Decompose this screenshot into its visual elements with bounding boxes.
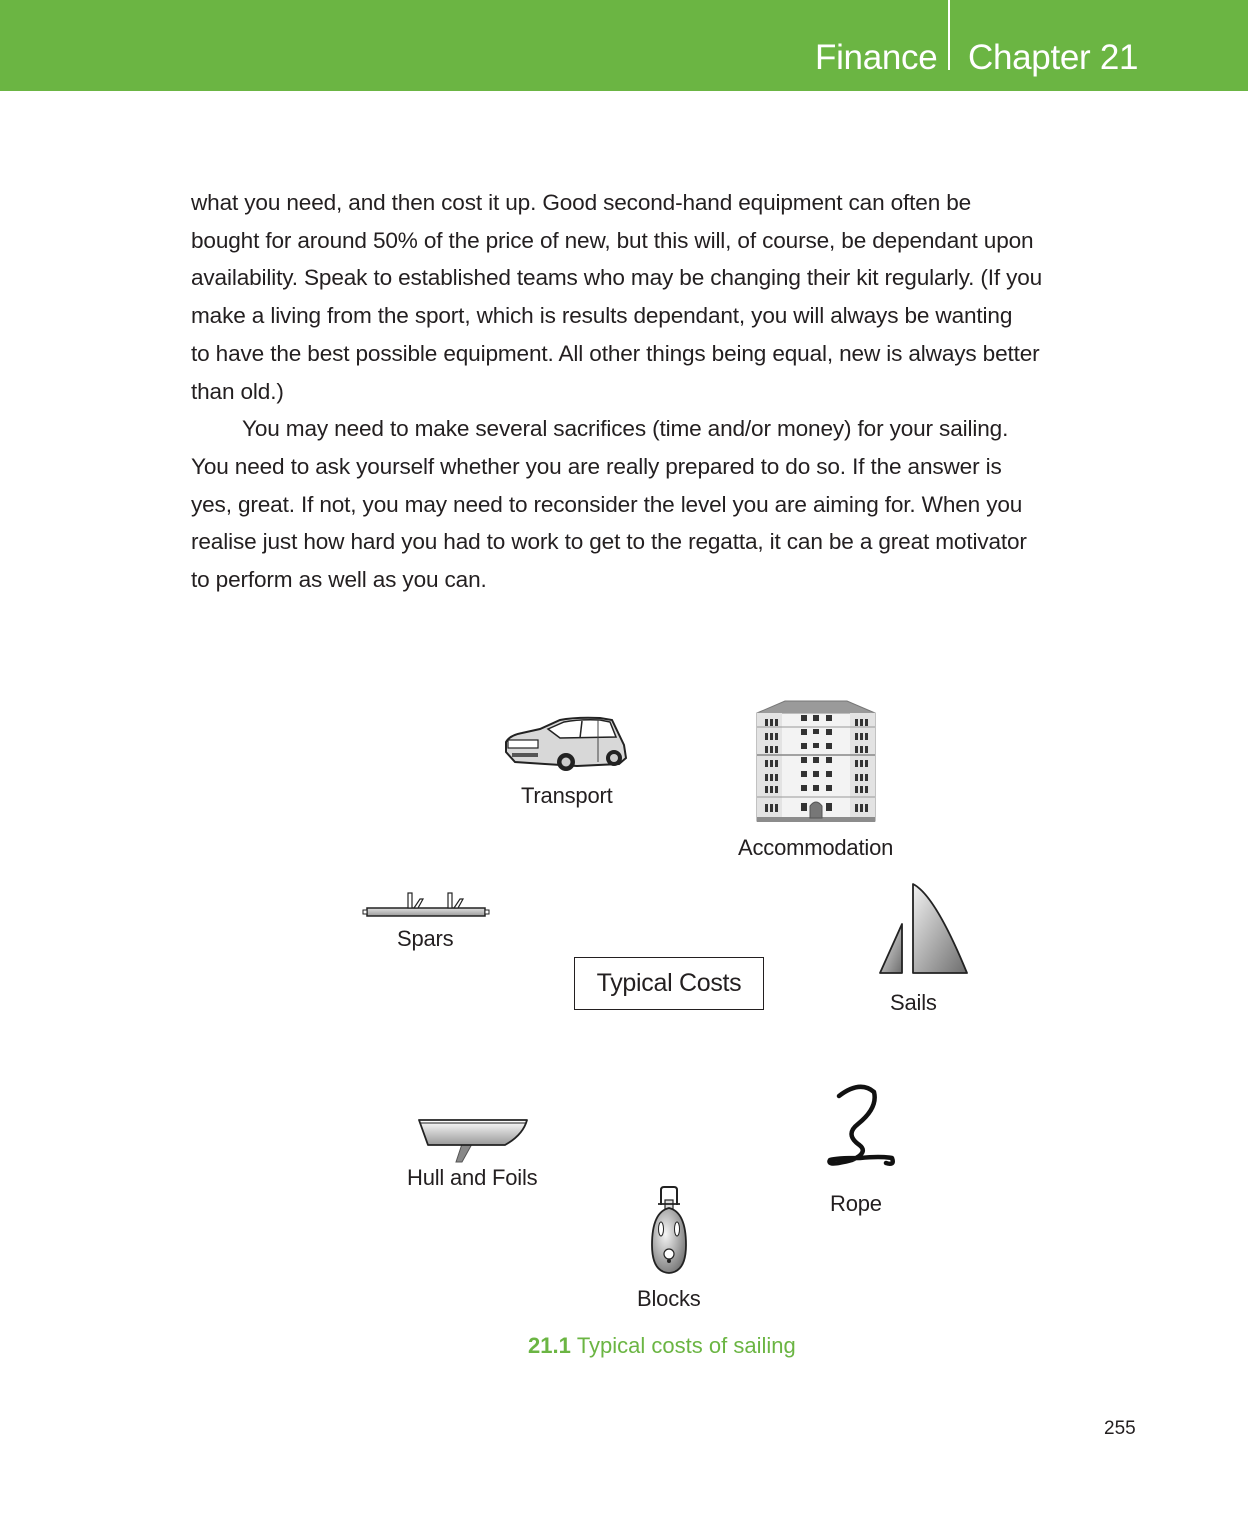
typical-costs-box: Typical Costs — [574, 957, 764, 1010]
text-line: availability. Speak to established teams who may be changing their kit regularly. (If you — [191, 265, 1043, 291]
label-sails: Sails — [890, 990, 937, 1015]
text-line: than old.) — [191, 378, 284, 404]
label-transport: Transport — [521, 783, 613, 808]
header-divider — [948, 0, 950, 70]
paragraph-2 — [191, 410, 1151, 599]
text-line: make a living from the sport, which is results dependant, you will always be wanting — [191, 303, 1013, 329]
label-spars: Spars — [397, 926, 454, 951]
hull-icon — [419, 1120, 527, 1162]
body-text — [191, 184, 1151, 599]
figure-caption — [528, 1333, 796, 1359]
figure-caption-text: Typical costs of sailing — [576, 1333, 796, 1358]
page-number: 255 — [1104, 1418, 1136, 1439]
text-line: You need to ask yourself whether you are really prepared to do so. If the answer is — [191, 453, 1002, 479]
text-line: to perform as well as you can. — [191, 567, 487, 593]
label-blocks: Blocks — [637, 1286, 701, 1311]
sails-icon — [880, 884, 967, 973]
text-line: You may need to make several sacrifices (time and/or money) for your sailing. — [242, 416, 1009, 442]
building-icon — [757, 701, 875, 822]
text-line: bought for around 50% of the price of new, but this will, of course, be dependant upon — [191, 227, 1034, 253]
spar-icon — [363, 893, 489, 916]
rope-icon — [829, 1087, 892, 1164]
block-pulley-icon — [652, 1187, 686, 1273]
paragraph-1 — [191, 184, 1151, 410]
car-icon — [506, 718, 626, 771]
label-hull-and-foils: Hull and Foils — [407, 1165, 538, 1190]
chapter-header-bar — [0, 0, 1248, 91]
label-rope: Rope — [830, 1191, 882, 1216]
text-line: realise just how hard you had to work to get to the regatta, it can be a great motivator — [191, 529, 1027, 555]
chapter-title: Chapter 21 — [968, 38, 1139, 77]
section-title: Finance — [815, 38, 938, 77]
text-line: what you need, and then cost it up. Good second-hand equipment can often be — [191, 190, 972, 215]
text-line: to have the best possible equipment. All other things being equal, new is always better — [191, 340, 1040, 366]
label-accommodation: Accommodation — [738, 835, 894, 860]
text-line: yes, great. If not, you may need to reconsider the level you are aiming for. When you — [191, 491, 1023, 517]
figure-number: 21.1 — [528, 1333, 571, 1358]
